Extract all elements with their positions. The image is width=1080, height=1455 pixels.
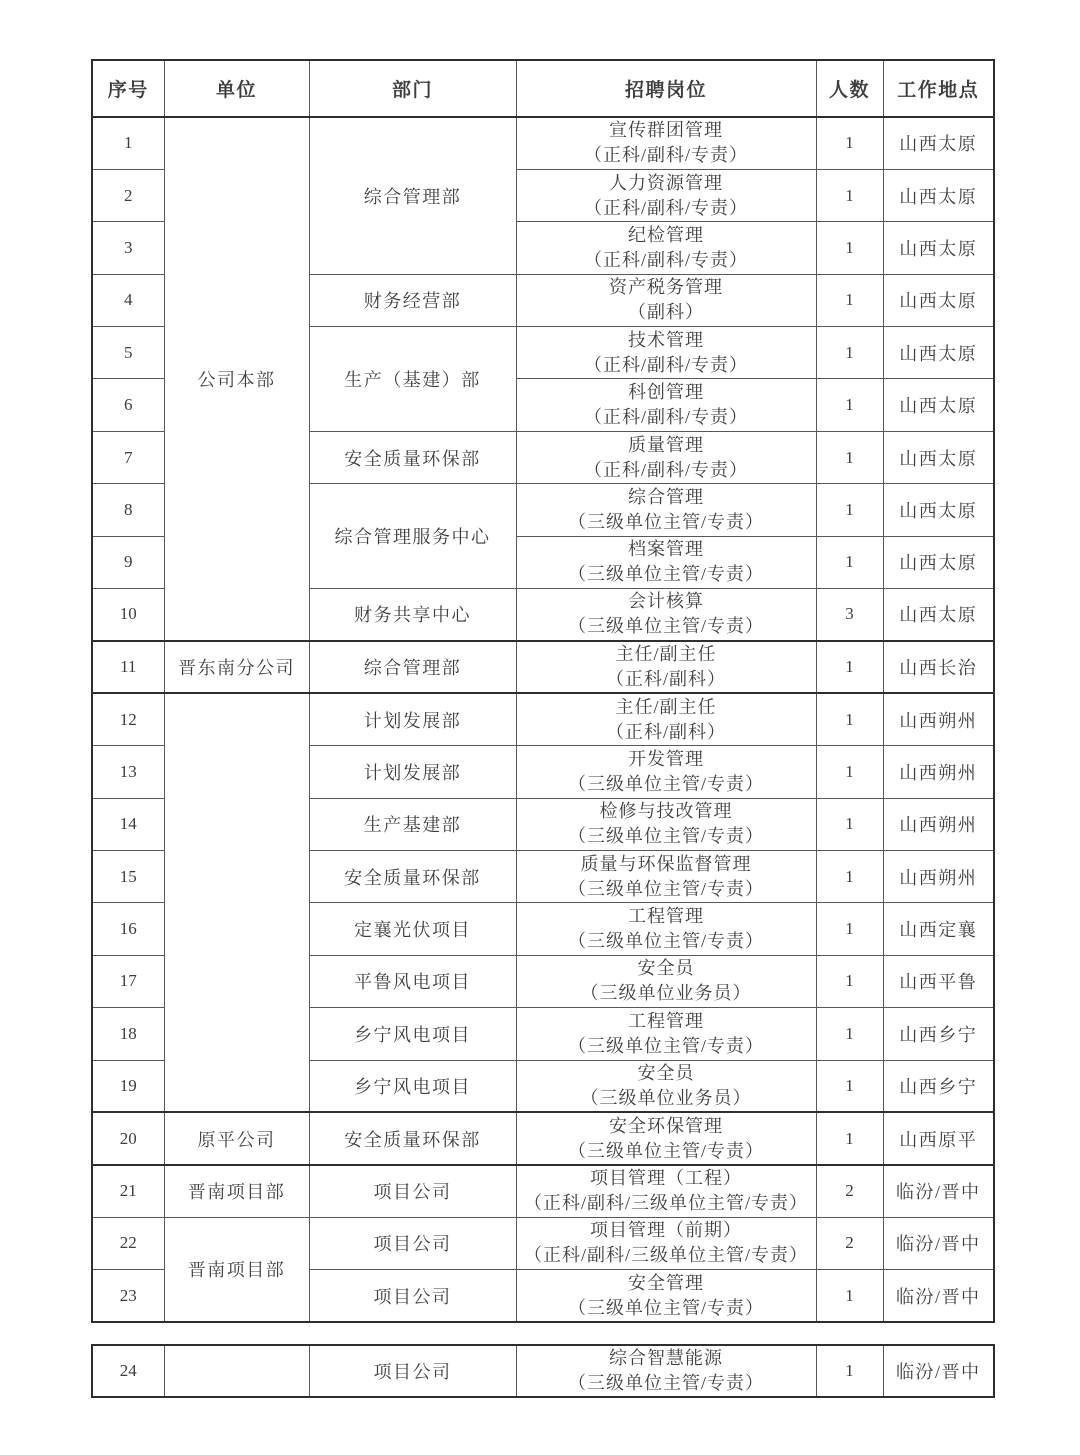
location-cell: 山西朔州 [883, 850, 994, 902]
recruitment-table [91, 59, 995, 1323]
location-cell: 山西太原 [883, 169, 994, 221]
dept-cell: 安全质量环保部 [309, 1112, 516, 1164]
count-cell: 1 [816, 1345, 883, 1397]
count-cell: 1 [816, 379, 883, 431]
location-cell: 临汾/晋中 [883, 1345, 994, 1397]
job-level: （三级单位主管/专责） [568, 773, 764, 794]
job-level: （正科/副科/三级单位主管/专责） [523, 1193, 808, 1214]
job-title: 科创管理 [628, 382, 704, 403]
dept-cell: 乡宁风电项目 [309, 1060, 516, 1112]
unit-cell: 晋东南分公司 [164, 641, 309, 693]
recruitment-document-page [0, 59, 1080, 1455]
unit-cell: 公司本部 [164, 117, 309, 641]
job-cell [516, 1270, 816, 1322]
job-title: 质量管理 [628, 434, 704, 455]
job-title: 开发管理 [628, 748, 704, 769]
location-cell: 山西原平 [883, 1112, 994, 1164]
header-job: 招聘岗位 [516, 60, 816, 117]
job-cell [516, 274, 816, 326]
header-dept: 部门 [309, 60, 516, 117]
serial-cell: 22 [92, 1217, 164, 1269]
location-cell: 临汾/晋中 [883, 1217, 994, 1269]
job-title: 宣传群团管理 [609, 120, 723, 141]
job-level: （三级单位主管/专责） [568, 826, 764, 847]
serial-cell: 23 [92, 1270, 164, 1322]
dept-cell: 安全质量环保部 [309, 431, 516, 483]
job-title: 资产税务管理 [609, 277, 723, 298]
header-serial: 序号 [92, 60, 164, 117]
serial-cell: 9 [92, 536, 164, 588]
count-cell: 3 [816, 589, 883, 641]
job-level: （三级单位主管/专责） [568, 878, 764, 899]
dept-cell: 综合管理服务中心 [309, 484, 516, 589]
count-cell: 1 [816, 536, 883, 588]
dept-cell: 综合管理部 [309, 641, 516, 693]
job-level: （三级单位主管/专责） [568, 1297, 764, 1318]
count-cell: 2 [816, 1217, 883, 1269]
location-cell: 山西太原 [883, 431, 994, 483]
count-cell: 1 [816, 955, 883, 1007]
serial-cell: 8 [92, 484, 164, 536]
count-cell: 1 [816, 693, 883, 745]
serial-cell: 12 [92, 693, 164, 745]
job-level: （三级单位主管/专责） [568, 1372, 764, 1393]
dept-cell: 综合管理部 [309, 117, 516, 274]
dept-cell: 乡宁风电项目 [309, 1008, 516, 1060]
job-level: （正科/副科/三级单位主管/专责） [523, 1245, 808, 1266]
job-title: 综合管理 [628, 486, 704, 507]
job-title: 工程管理 [628, 1010, 704, 1031]
job-title: 主任/副主任 [615, 644, 717, 665]
job-title: 质量与环保监督管理 [580, 853, 752, 874]
job-level: （正科/副科/专责） [583, 197, 748, 218]
job-cell [516, 222, 816, 274]
job-level: （正科/副科/专责） [583, 354, 748, 375]
job-cell [516, 955, 816, 1007]
serial-cell: 11 [92, 641, 164, 693]
job-cell [516, 641, 816, 693]
job-level: （三级单位主管/专责） [568, 564, 764, 585]
dept-cell: 生产基建部 [309, 798, 516, 850]
count-cell: 1 [816, 1008, 883, 1060]
job-title: 技术管理 [628, 329, 704, 350]
job-cell [516, 379, 816, 431]
job-level: （三级单位主管/专责） [568, 511, 764, 532]
job-title: 检修与技改管理 [599, 801, 733, 822]
count-cell: 1 [816, 746, 883, 798]
serial-cell: 20 [92, 1112, 164, 1164]
location-cell: 山西乡宁 [883, 1060, 994, 1112]
serial-cell: 18 [92, 1008, 164, 1060]
job-title: 安全管理 [628, 1272, 704, 1293]
table-row [92, 117, 994, 169]
dept-cell: 财务共享中心 [309, 589, 516, 641]
dept-cell: 项目公司 [309, 1165, 516, 1217]
table-row [92, 1345, 994, 1397]
job-cell [516, 327, 816, 379]
dept-cell: 项目公司 [309, 1217, 516, 1269]
dept-cell: 生产（基建）部 [309, 327, 516, 432]
job-title: 主任/副主任 [615, 696, 717, 717]
job-cell [516, 903, 816, 955]
job-level: （三级单位业务员） [580, 1087, 752, 1108]
job-level: （正科/副科/专责） [583, 459, 748, 480]
serial-cell: 17 [92, 955, 164, 1007]
job-cell [516, 536, 816, 588]
location-cell: 山西太原 [883, 379, 994, 431]
job-cell [516, 693, 816, 745]
job-cell [516, 1112, 816, 1164]
count-cell: 1 [816, 169, 883, 221]
serial-cell: 14 [92, 798, 164, 850]
job-level: （正科/副科） [605, 669, 726, 690]
header-location: 工作地点 [883, 60, 994, 117]
job-level: （三级单位主管/专责） [568, 1140, 764, 1161]
serial-cell: 13 [92, 746, 164, 798]
location-cell: 临汾/晋中 [883, 1165, 994, 1217]
count-cell: 1 [816, 850, 883, 902]
count-cell: 1 [816, 903, 883, 955]
unit-cell: 原平公司 [164, 1112, 309, 1164]
serial-cell: 6 [92, 379, 164, 431]
location-cell: 山西平鲁 [883, 955, 994, 1007]
job-level: （正科/副科/专责） [583, 407, 748, 428]
dept-cell: 定襄光伏项目 [309, 903, 516, 955]
job-cell [516, 589, 816, 641]
serial-cell: 4 [92, 274, 164, 326]
count-cell: 1 [816, 484, 883, 536]
count-cell: 1 [816, 641, 883, 693]
job-cell [516, 484, 816, 536]
location-cell: 山西朔州 [883, 693, 994, 745]
job-title: 综合智慧能源 [609, 1347, 723, 1368]
serial-cell: 24 [92, 1345, 164, 1397]
serial-cell: 16 [92, 903, 164, 955]
job-title: 安全员 [637, 1062, 695, 1083]
location-cell: 山西长治 [883, 641, 994, 693]
serial-cell: 21 [92, 1165, 164, 1217]
count-cell: 2 [816, 1165, 883, 1217]
job-cell [516, 798, 816, 850]
dept-cell: 项目公司 [309, 1345, 516, 1397]
job-level: （副科） [628, 302, 704, 323]
unit-cell [164, 1345, 309, 1397]
unit-cell [164, 693, 309, 1112]
count-cell: 1 [816, 117, 883, 169]
location-cell: 山西定襄 [883, 903, 994, 955]
job-level: （三级单位主管/专责） [568, 616, 764, 637]
job-title: 人力资源管理 [609, 172, 723, 193]
job-cell [516, 746, 816, 798]
location-cell: 山西乡宁 [883, 1008, 994, 1060]
job-cell [516, 169, 816, 221]
serial-cell: 3 [92, 222, 164, 274]
count-cell: 1 [816, 274, 883, 326]
job-level: （三级单位业务员） [580, 983, 752, 1004]
location-cell: 山西太原 [883, 484, 994, 536]
header-row [92, 60, 994, 117]
job-title: 安全员 [637, 958, 695, 979]
table-row [92, 1217, 994, 1269]
recruitment-table-continued [91, 1344, 995, 1398]
job-level: （三级单位主管/专责） [568, 1035, 764, 1056]
count-cell: 1 [816, 1112, 883, 1164]
job-title: 会计核算 [628, 591, 704, 612]
job-cell [516, 1060, 816, 1112]
job-level: （正科/副科/专责） [583, 145, 748, 166]
header-count: 人数 [816, 60, 883, 117]
location-cell: 临汾/晋中 [883, 1270, 994, 1322]
job-title: 工程管理 [628, 906, 704, 927]
table-row [92, 1165, 994, 1217]
unit-cell: 晋南项目部 [164, 1217, 309, 1322]
job-cell [516, 431, 816, 483]
serial-cell: 1 [92, 117, 164, 169]
serial-cell: 19 [92, 1060, 164, 1112]
count-cell: 1 [816, 431, 883, 483]
unit-cell: 晋南项目部 [164, 1165, 309, 1217]
count-cell: 1 [816, 798, 883, 850]
location-cell: 山西太原 [883, 274, 994, 326]
count-cell: 1 [816, 1060, 883, 1112]
job-title: 项目管理（工程） [590, 1168, 742, 1189]
location-cell: 山西太原 [883, 536, 994, 588]
location-cell: 山西太原 [883, 117, 994, 169]
job-cell [516, 1165, 816, 1217]
job-title: 档案管理 [628, 539, 704, 560]
header-unit: 单位 [164, 60, 309, 117]
job-cell [516, 850, 816, 902]
location-cell: 山西朔州 [883, 798, 994, 850]
count-cell: 1 [816, 327, 883, 379]
location-cell: 山西太原 [883, 222, 994, 274]
job-title: 项目管理（前期） [590, 1220, 742, 1241]
job-cell [516, 1345, 816, 1397]
dept-cell: 平鲁风电项目 [309, 955, 516, 1007]
dept-cell: 计划发展部 [309, 693, 516, 745]
job-title: 安全环保管理 [609, 1115, 723, 1136]
job-level: （正科/副科） [605, 721, 726, 742]
table-row [92, 641, 994, 693]
location-cell: 山西太原 [883, 327, 994, 379]
job-cell [516, 1008, 816, 1060]
serial-cell: 7 [92, 431, 164, 483]
job-cell [516, 117, 816, 169]
count-cell: 1 [816, 222, 883, 274]
dept-cell: 安全质量环保部 [309, 850, 516, 902]
serial-cell: 15 [92, 850, 164, 902]
table-row [92, 1112, 994, 1164]
count-cell: 1 [816, 1270, 883, 1322]
dept-cell: 财务经营部 [309, 274, 516, 326]
dept-cell: 计划发展部 [309, 746, 516, 798]
job-level: （正科/副科/专责） [583, 249, 748, 270]
location-cell: 山西朔州 [883, 746, 994, 798]
table-row [92, 693, 994, 745]
serial-cell: 5 [92, 327, 164, 379]
job-title: 纪检管理 [628, 224, 704, 245]
job-cell [516, 1217, 816, 1269]
dept-cell: 项目公司 [309, 1270, 516, 1322]
serial-cell: 2 [92, 169, 164, 221]
location-cell: 山西太原 [883, 589, 994, 641]
job-level: （三级单位主管/专责） [568, 931, 764, 952]
serial-cell: 10 [92, 589, 164, 641]
